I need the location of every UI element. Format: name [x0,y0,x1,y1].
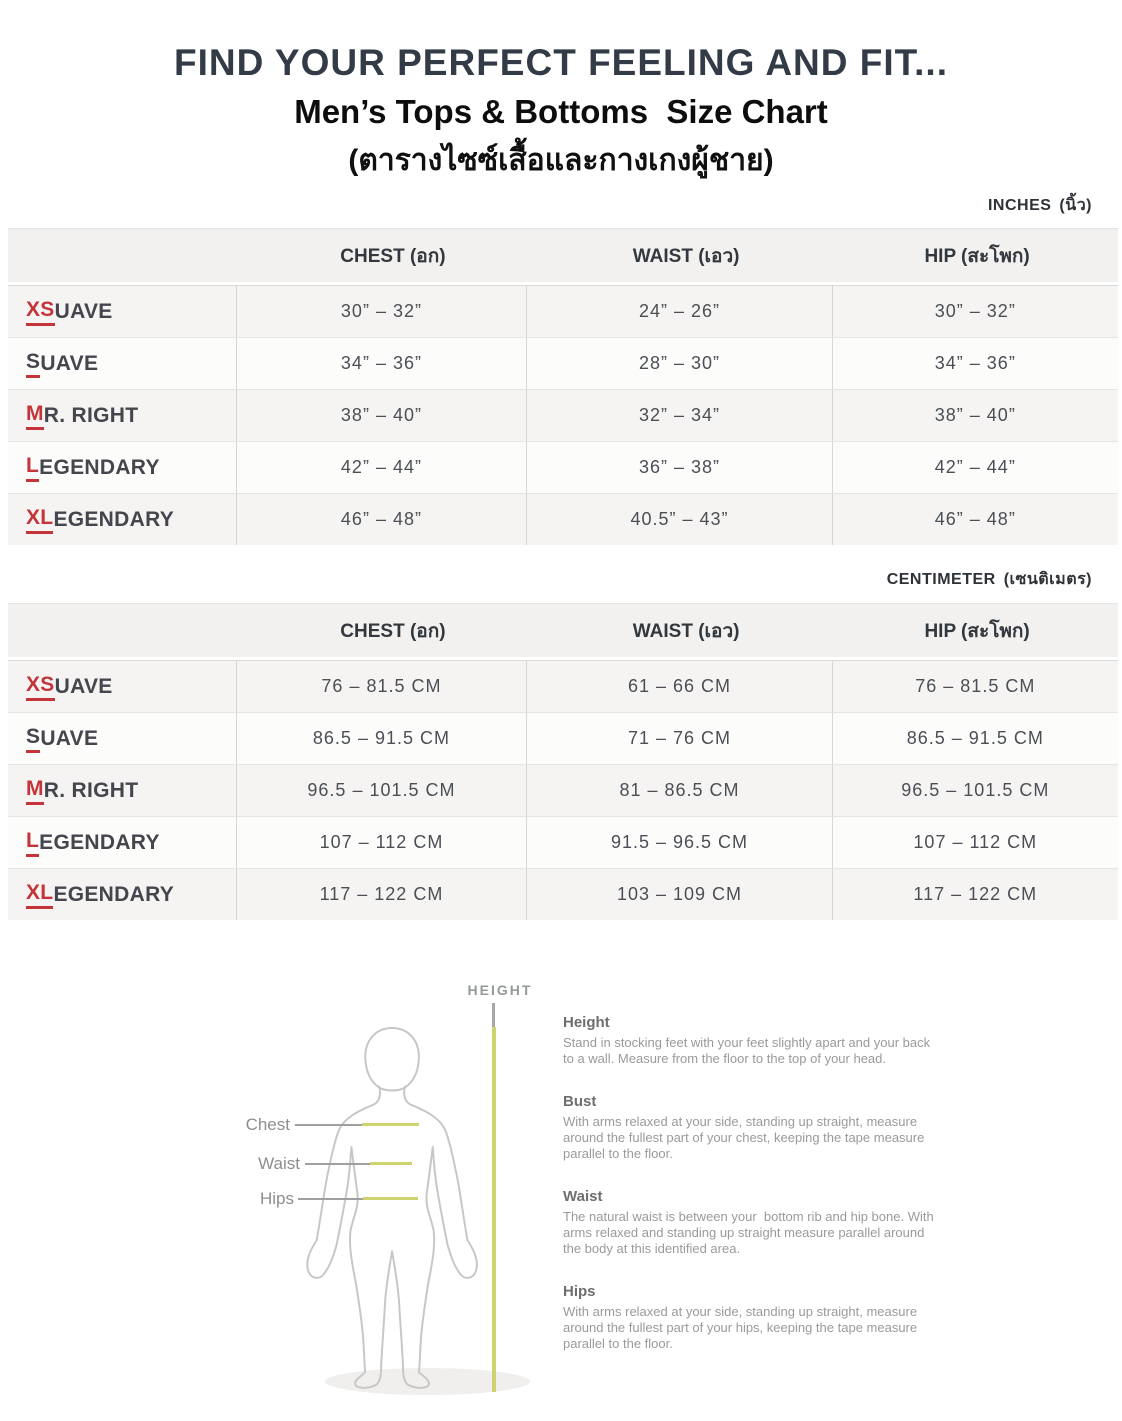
unit-label-inches-text: INCHES [987,197,1052,214]
size-prefix: S [26,725,40,753]
size-name-label [8,765,236,816]
size-prefix: S [26,350,40,378]
table-row [8,337,1118,389]
measure-instructions [563,1014,938,1378]
size-rest: EGENDARY [39,455,160,479]
measurement-value: 38” – 40” [832,390,1118,441]
size-rest: UAVE [40,351,99,375]
measurement-value: 76 – 81.5 CM [236,661,527,712]
size-prefix: L [26,454,39,482]
measurement-value: 71 – 76 CM [526,713,831,764]
size-name-label [8,442,236,493]
chest-leader-line [295,1124,362,1126]
table-row [8,764,1118,816]
table-header-row [8,603,1118,657]
column-header: WAIST (เอว) [632,245,740,267]
measurement-value: 46” – 48” [832,494,1118,545]
size-rest: UAVE [40,726,99,750]
measurement-value: 32” – 34” [526,390,831,441]
measurement-value: 96.5 – 101.5 CM [236,765,527,816]
unit-label-centimeter-thai: (เซนติเมตร) [1003,571,1092,588]
height-measure-line [492,1027,496,1392]
hips-measure-line [363,1197,418,1200]
table-row [8,285,1118,337]
size-table-inches [8,228,1118,545]
instruction-block [563,1014,935,1067]
measurement-value: 34” – 36” [236,338,527,389]
chest-label: Chest [245,1115,290,1134]
measurement-value: 24” – 26” [526,286,831,337]
instruction-text: With arms relaxed at your side, standing up straight, measure around the fullest part of your chest, keeping the tape measure parallel to the floor. [563,1114,928,1161]
instruction-heading: Hips [563,1283,596,1300]
measurement-value: 46” – 48” [236,494,527,545]
instruction-text: With arms relaxed at your side, standing up straight, measure around the fullest part of your hips, keeping the tape measure parallel to the floor. [563,1304,921,1351]
page-subtitle-thai: (ตารางไซซ์เสื้อและกางเกงผู้ชาย) [348,144,774,177]
size-prefix: L [26,829,39,857]
figure-body [307,1086,477,1387]
size-rest: EGENDARY [53,882,175,906]
size-rest: R. RIGHT [43,403,139,427]
unit-label-centimeter [887,567,1092,592]
waist-leader-line [305,1163,370,1165]
instruction-heading: Bust [563,1093,597,1110]
column-header: HIP (สะโพก) [924,245,1030,267]
size-name-label [8,661,236,712]
figure-head [365,1028,419,1090]
size-rest: UAVE [54,299,113,323]
size-name-label [8,390,236,441]
table-row [8,712,1118,764]
measurement-value: 107 – 112 CM [832,817,1118,868]
size-name-label [8,286,236,337]
table-row [8,816,1118,868]
column-header: HIP (สะโพก) [924,620,1030,642]
size-prefix: M [26,777,44,805]
size-name-label [8,338,236,389]
instruction-block [563,1188,938,1257]
size-name-label [8,817,236,868]
body-silhouette-figure [292,1024,512,1396]
measurement-value: 28” – 30” [526,338,831,389]
table-row [8,868,1118,920]
measurement-value: 96.5 – 101.5 CM [832,765,1118,816]
measurement-value: 38” – 40” [236,390,527,441]
size-rest: R. RIGHT [43,778,139,802]
table-header-row [8,228,1118,282]
size-rest: EGENDARY [53,507,175,531]
column-header: CHEST (อก) [340,245,446,267]
measurement-value: 42” – 44” [832,442,1118,493]
measurement-value: 107 – 112 CM [236,817,527,868]
measurement-value: 61 – 66 CM [526,661,831,712]
measurement-value: 30” – 32” [832,286,1118,337]
page-title: FIND YOUR PERFECT FEELING AND FIT... [174,42,948,83]
measurement-value: 42” – 44” [236,442,527,493]
size-table-centimeter [8,603,1118,920]
instruction-heading: Waist [563,1188,603,1205]
page-subtitle: Men’s Tops & Bottoms Size Chart [294,93,828,130]
table-row [8,493,1118,545]
size-prefix: M [26,402,44,430]
measurement-value: 40.5” – 43” [526,494,831,545]
instruction-block [563,1283,935,1352]
table-body [8,660,1118,920]
hips-leader-line [298,1198,363,1200]
size-prefix: XS [26,673,55,701]
chest-measure-line [362,1123,419,1126]
size-name-label [8,713,236,764]
waist-measure-line [370,1162,412,1165]
table-body [8,285,1118,545]
measurement-value: 36” – 38” [526,442,831,493]
column-header: CHEST (อก) [340,620,446,642]
size-name-label [8,494,236,545]
measurement-value: 91.5 – 96.5 CM [526,817,831,868]
hips-label: Hips [259,1189,294,1208]
unit-label-inches [988,193,1092,218]
column-header: WAIST (เอว) [632,620,740,642]
height-axis-label: HEIGHT [467,982,533,998]
measurement-value: 117 – 122 CM [236,869,527,920]
size-prefix: XL [26,506,53,534]
size-rest: EGENDARY [39,830,160,854]
instruction-text: Stand in stocking feet with your feet slightly apart and your back to a wall. Measure from the floor to the top of your head. [563,1035,934,1066]
measurement-value: 30” – 32” [236,286,527,337]
size-prefix: XS [26,298,55,326]
measurement-value: 117 – 122 CM [832,869,1118,920]
table-row [8,660,1118,712]
table-row [8,441,1118,493]
measurement-value: 81 – 86.5 CM [526,765,831,816]
measurement-value: 103 – 109 CM [526,869,831,920]
unit-label-inches-thai: (นิ้ว) [1059,197,1092,214]
size-name-label [8,869,236,920]
measurement-value: 86.5 – 91.5 CM [832,713,1118,764]
size-prefix: XL [26,881,53,909]
instruction-heading: Height [563,1014,610,1031]
height-line-top-segment [492,1003,495,1027]
instruction-text: The natural waist is between your bottom rib and hip bone. With arms relaxed and standing up straight measure parallel around the body at this identified area. [563,1209,938,1256]
unit-label-centimeter-text: CENTIMETER [886,571,996,588]
instruction-block [563,1093,935,1162]
size-rest: UAVE [54,674,113,698]
waist-label: Waist [258,1154,300,1173]
measurement-value: 86.5 – 91.5 CM [236,713,527,764]
measurement-value: 76 – 81.5 CM [832,661,1118,712]
measurement-value: 34” – 36” [832,338,1118,389]
table-row [8,389,1118,441]
